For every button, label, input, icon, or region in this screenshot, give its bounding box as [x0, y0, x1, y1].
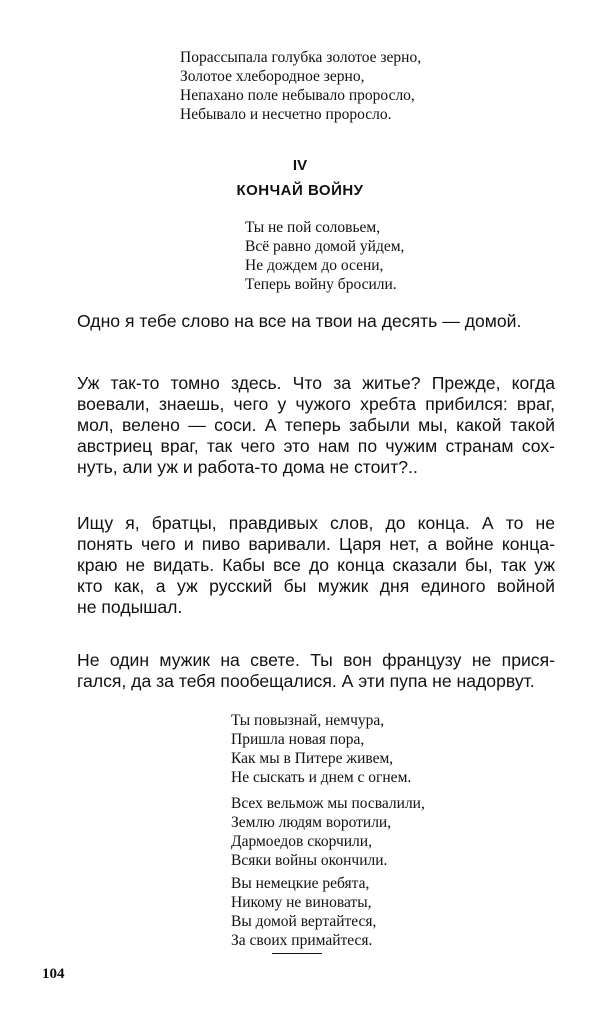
verse-line: Никому не виноваты,	[231, 894, 372, 911]
verse-line: Вы домой вертайтеся,	[231, 913, 377, 930]
paragraph-line: Ищу я, братцы, правдивых слов, до конца. А то не	[77, 513, 555, 533]
verse-line: Всё равно домой уйдем,	[245, 238, 405, 255]
paragraph-line: мол, велено — соси. А теперь забыли мы, какой такой	[77, 415, 555, 435]
verse-line: Всяки войны окончили.	[231, 852, 388, 869]
paragraph-line: Не один мужик на свете. Ты вон французу не прися-	[77, 650, 555, 670]
paragraph-line: кто как, а уж русский бы мужик дня единого войной	[77, 576, 555, 596]
paragraph-line: Уж так-то томно здесь. Что за житье? Прежде, когда	[77, 373, 555, 393]
verse-line: Порассыпала голубка золотое зерно,	[180, 49, 422, 66]
verse-line: За своих примайтеся.	[231, 932, 373, 949]
verse-line: Непахано поле небывало проросло,	[180, 87, 415, 104]
paragraph-1	[77, 311, 555, 332]
page-number: 104	[42, 966, 65, 982]
verse-line: Вы немецкие ребята,	[231, 875, 370, 892]
opening-verse	[180, 48, 421, 124]
verse-line: Не сыскать и днем с огнем.	[231, 769, 412, 786]
epigraph-verse	[245, 218, 404, 294]
paragraph-line: краю не видать. Кабы все до конца сказали бы, так уж	[77, 555, 555, 575]
paragraph-line: австриец враг, так чего это нам по чужим странам сох-	[77, 436, 555, 456]
closing-verse-stanza-2	[231, 794, 425, 870]
paragraph-line: воевали, знаешь, чего у чужого хребта прибился: враг,	[77, 394, 555, 414]
paragraph-2	[77, 373, 555, 478]
verse-line: Дармоедов скорчили,	[231, 833, 372, 850]
section-number: IV	[292, 157, 308, 174]
paragraph-4	[77, 650, 555, 692]
verse-line: Как мы в Питере живем,	[231, 750, 394, 767]
section-title: КОНЧАЙ ВОЙНУ	[236, 182, 364, 199]
paragraph-3	[77, 513, 555, 618]
verse-line: Небывало и несчетно проросло.	[180, 106, 392, 123]
paragraph-line: не подышал.	[77, 597, 183, 617]
paragraph-line: гался, да за тебя пообещалися. А эти пупа не надорвут.	[77, 671, 535, 691]
verse-line: Ты повызнай, немчура,	[231, 712, 385, 729]
section-end-rule	[272, 953, 322, 954]
closing-verse-stanza-3	[231, 874, 376, 950]
closing-verse-stanza-1	[231, 711, 411, 787]
paragraph-line: Одно я тебе слово на все на твои на десять — домой.	[77, 311, 522, 331]
verse-line: Золотое хлебородное зерно,	[180, 68, 365, 85]
paragraph-line: понять чего и пиво варивали. Царя нет, а войне конца-	[77, 534, 555, 554]
verse-line: Ты не пой соловьем,	[245, 219, 381, 236]
paragraph-line: нуть, али уж и работа-то дома не стоит?..	[77, 457, 418, 477]
verse-line: Землю людям воротили,	[231, 814, 392, 831]
verse-line: Всех вельмож мы посвалили,	[231, 795, 425, 812]
verse-line: Теперь войну бросили.	[245, 276, 397, 293]
verse-line: Не дождем до осени,	[245, 257, 384, 274]
verse-line: Пришла новая пора,	[231, 731, 365, 748]
